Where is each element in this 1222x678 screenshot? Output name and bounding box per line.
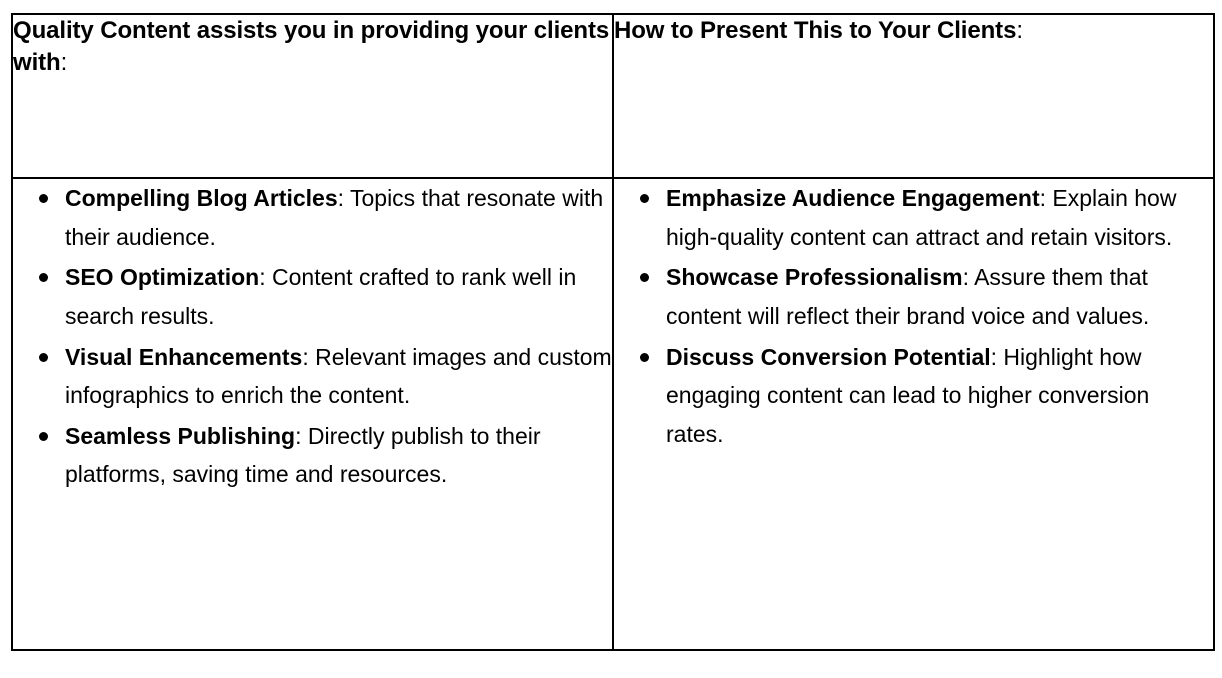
list-item-rest: : Relevant images and custom infographics to enrich the content. <box>65 343 612 409</box>
list-item <box>614 338 1213 454</box>
header-left-tail: : <box>60 49 68 77</box>
list-item-lead: Visual Enhancements <box>65 343 303 370</box>
list-item-rest: : Assure them that content will reflect their brand voice and values. <box>666 264 1150 329</box>
bullet-dot-icon <box>39 432 48 441</box>
list-item <box>614 179 1213 256</box>
list-item-rest: : Directly publish to their platforms, saving time and resources. <box>65 422 541 488</box>
list-item-rest: : Highlight how engaging content can lead to higher conversion rates. <box>666 343 1150 447</box>
list-item-rest: : Content crafted to rank well in search results. <box>65 264 577 329</box>
bullet-dot-icon <box>640 273 649 282</box>
left-bullet-list <box>13 179 612 494</box>
list-item <box>13 179 612 256</box>
header-right-tail: : <box>1016 17 1023 44</box>
bullet-dot-icon <box>39 353 48 362</box>
content-comparison-table <box>11 13 1215 651</box>
list-item <box>13 258 612 335</box>
table-header-row <box>12 14 1214 178</box>
header-left-text <box>13 15 612 80</box>
header-right-text <box>614 15 1213 47</box>
bullet-dot-icon <box>640 353 649 362</box>
list-item <box>614 258 1213 335</box>
list-item <box>13 338 612 415</box>
list-item-rest: : Topics that resonate with their audience. <box>65 185 604 250</box>
bullet-dot-icon <box>39 273 48 282</box>
body-cell-left <box>12 178 613 650</box>
bullet-dot-icon <box>640 194 649 203</box>
body-cell-right <box>613 178 1214 650</box>
list-item-lead: Emphasize Audience Engagement <box>666 185 1040 211</box>
list-item-lead: Showcase Professionalism <box>666 264 963 291</box>
list-item-lead: Compelling Blog Articles <box>65 185 338 211</box>
table-body-row <box>12 178 1214 650</box>
header-cell-left <box>12 14 613 178</box>
bullet-dot-icon <box>39 194 48 203</box>
list-item-lead: Discuss Conversion Potential <box>666 343 991 370</box>
header-left-bold: Quality Content assists you in providing your clients with <box>13 17 610 77</box>
header-right-bold: How to Present This to Your Clients <box>614 17 1017 44</box>
list-item-lead: Seamless Publishing <box>65 422 296 449</box>
list-item-lead: SEO Optimization <box>65 264 260 291</box>
right-bullet-list <box>614 179 1213 453</box>
list-item-rest: : Explain how high-quality content can attract and retain visitors. <box>666 185 1177 250</box>
list-item <box>13 417 612 494</box>
header-cell-right <box>613 14 1214 178</box>
